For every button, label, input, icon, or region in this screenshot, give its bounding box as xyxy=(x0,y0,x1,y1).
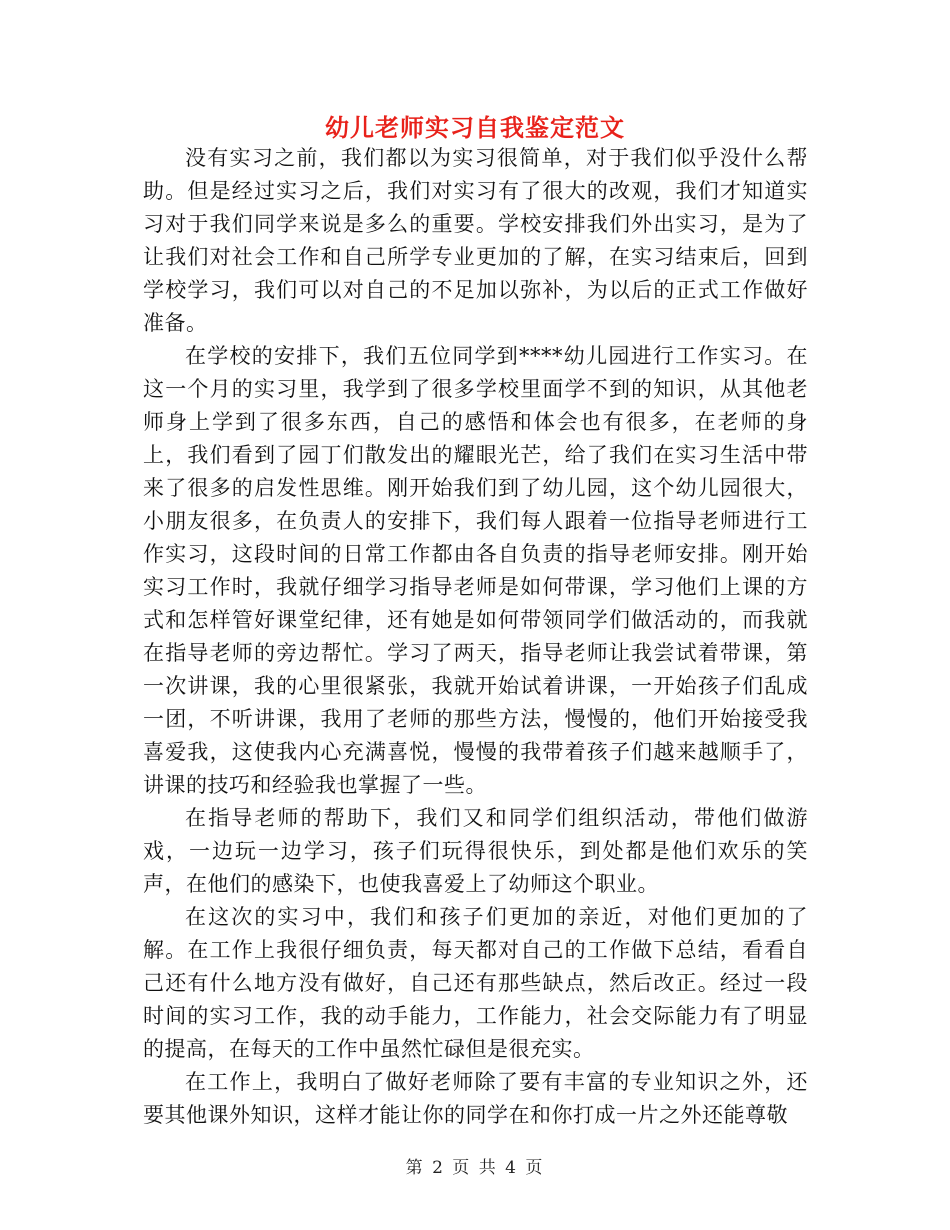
paragraph: 没有实习之前，我们都以为实习很简单，对于我们似乎没什么帮助。但是经过实习之后，我们对实习有了很大的改观，我们才知道实习对于我们同学来说是多么的重要。学校安排我们外出实习，是为了让我们对社会工作和自己所学专业更加的了解，在实习结束后，回到学校学习，我们可以对自己的不足加以弥补，为以后的正式工作做好准备。 xyxy=(143,146,808,335)
paragraph: 在学校的安排下，我们五位同学到****幼儿园进行工作实习。在这一个月的实习里，我学到了很多学校里面学不到的知识，从其他老师身上学到了很多东西，自己的感悟和体会也有很多，在老师的身上，我们看到了园丁们散发出的耀眼光芒，给了我们在实习生活中带来了很多的启发性思维。刚开始我们到了幼儿园，这个幼儿园很大，小朋友很多，在负责人的安排下，我们每人跟着一位指导老师进行工作实习，这段时间的日常工作都由各自负责的指导老师安排。刚开始实习工作时，我就仔细学习指导老师是如何带课，学习他们上课的方式和怎样管好课堂纪律，还有她是如何带领同学们做活动的，而我就在指导老师的旁边帮忙。学习了两天，指导老师让我尝试着带课，第一次讲课，我的心里很紧张，我就开始试着讲课，一开始孩子们乱成一团，不听讲课，我用了老师的那些方法，慢慢的，他们开始接受我喜爱我，这使我内心充满喜悦，慢慢的我带着孩子们越来越顺手了，讲课的技巧和经验我也掌握了一些。 xyxy=(143,344,808,797)
page-number-footer: 第 2 页 共 4 页 xyxy=(405,1158,545,1178)
paragraph: 在指导老师的帮助下，我们又和同学们组织活动，带他们做游戏，一边玩一边学习，孩子们玩得很快乐，到处都是他们欢乐的笑声，在他们的感染下，也使我喜爱上了幼师这个职业。 xyxy=(143,806,808,896)
document-body xyxy=(143,142,808,1132)
paragraph: 在这次的实习中，我们和孩子们更加的亲近，对他们更加的了解。在工作上我很仔细负责，每天都对自己的工作做下总结，看看自己还有什么地方没有做好，自己还有那些缺点，然后改正。经过一段时间的实习工作，我的动手能力，工作能力，社会交际能力有了明显的提高，在每天的工作中虽然忙碌但是很充实。 xyxy=(143,905,808,1061)
paragraph: 在工作上，我明白了做好老师除了要有丰富的专业知识之外，还要其他课外知识，这样才能让你的同学在和你打成一片之外还能尊敬 xyxy=(143,1070,808,1127)
document-title: 幼儿老师实习自我鉴定范文 xyxy=(325,113,625,142)
